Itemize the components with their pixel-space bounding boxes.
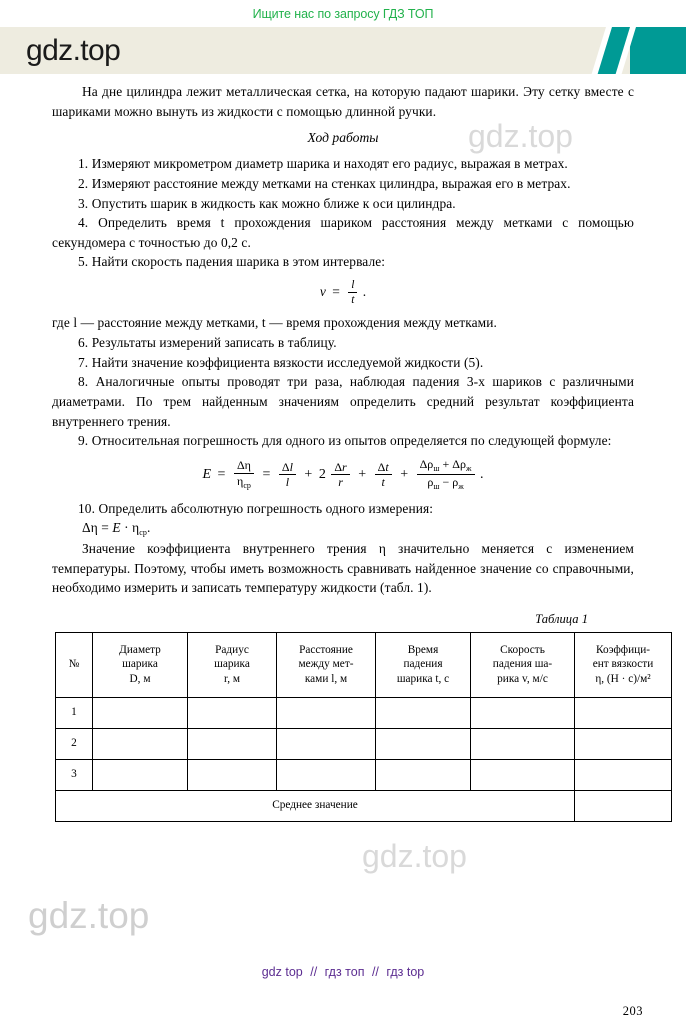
- watermark-table: gdz.top: [362, 838, 467, 874]
- formula-velocity-lhs: v: [319, 283, 326, 299]
- page-number: 203: [622, 1004, 643, 1018]
- cell-diameter[interactable]: [93, 697, 188, 728]
- table-header-viscosity-line-3: η, (Н · с)/м²: [595, 673, 651, 686]
- footer-part-2[interactable]: гдз топ: [324, 965, 365, 979]
- table-row: [56, 759, 672, 790]
- formula-error-equals-1: =: [217, 466, 226, 482]
- formula-error-plus-3: +: [400, 466, 409, 482]
- table-header-time-line-3: шарика t, с: [396, 673, 450, 686]
- table-header-distance: [277, 632, 376, 697]
- footer-separator-1: //: [310, 965, 318, 979]
- cell-distance[interactable]: [277, 728, 376, 759]
- formula-velocity-numerator: l: [348, 279, 357, 293]
- step-10: 10. Определить абсолютную погрешность одного измерения:: [78, 500, 434, 516]
- table-header-diameter: [93, 632, 188, 697]
- step-9: 9. Относительная погрешность для одного из опытов определяется по следующей формуле:: [78, 433, 612, 449]
- formula-error-frac-rho: [417, 458, 475, 492]
- formula-velocity-equals: =: [332, 283, 340, 299]
- cell-radius[interactable]: [188, 759, 277, 790]
- formula-error-coefficient-2: 2: [318, 466, 326, 482]
- paragraph-closing: Значение коэффициента внутреннего трения η значительно меняется с изменением температуры. Поэтому, чтобы иметь возможность сравнивать найденное значение со справочными, необходимо измерить и записать температуру жидкости (табл. 1).: [52, 541, 634, 596]
- text-column: [52, 82, 654, 822]
- brand-logo[interactable]: gdz.top: [26, 33, 121, 67]
- table-header-distance-line-1: Расстояние: [299, 643, 353, 656]
- table-header-number: [56, 632, 93, 697]
- table-header-time: [376, 632, 471, 697]
- cell-radius[interactable]: [188, 697, 277, 728]
- table-row: [56, 697, 672, 728]
- table-head: [56, 632, 672, 697]
- table-header-diameter-line-2: шарика: [122, 658, 158, 671]
- table-header-distance-line-3: ками l, м: [304, 673, 348, 686]
- banner-teal-shape: [630, 27, 686, 74]
- average-value-cell[interactable]: [575, 790, 672, 821]
- table-header-diameter-line-3: D, м: [129, 673, 151, 686]
- cell-time[interactable]: [376, 759, 471, 790]
- formula-absolute-error: $\Delta\eta = E \cdot \eta_{ср}$.: [82, 520, 151, 538]
- promo-strip: [0, 0, 686, 27]
- promo-text: Ищите нас по запросу ГДЗ ТОП: [252, 6, 434, 21]
- measurements-table: [55, 632, 672, 822]
- step-3: 3. Опустить шарик в жидкость как можно ближе к оси цилиндра.: [78, 195, 456, 211]
- table-header-velocity-line-2: падения ша-: [492, 658, 553, 671]
- formula-error-frac-t: [375, 461, 392, 489]
- cell-velocity[interactable]: [471, 697, 575, 728]
- step-1: 1. Измеряют микрометром диаметр шарика и находят его радиус, выражая в метрах.: [78, 156, 568, 172]
- formula-error-frac-eta-num: Δη: [234, 459, 254, 474]
- formula-error-plus-1: +: [304, 466, 313, 482]
- table-header-time-line-1: Время: [407, 643, 439, 656]
- formula-velocity-denominator: t: [351, 294, 355, 307]
- table-header-radius-line-3: r, м: [223, 673, 241, 686]
- formula-error-frac-r-num: Δr: [331, 461, 349, 476]
- formula-error-lhs: E: [202, 466, 212, 482]
- step-5: 5. Найти скорость падения шарика в этом интервале:: [78, 254, 386, 270]
- formula-error-frac-eta-den: $\eta_{ср}$: [237, 473, 251, 490]
- formula-error-frac-l: [279, 461, 296, 489]
- cell-viscosity[interactable]: [575, 728, 672, 759]
- step-6: 6. Результаты измерений записать в таблицу.: [78, 335, 337, 350]
- cell-distance[interactable]: [277, 697, 376, 728]
- cell-viscosity[interactable]: [575, 759, 672, 790]
- step-7: 7. Найти значение коэффициента вязкости исследуемой жидкости (5).: [78, 354, 484, 370]
- formula-error-frac-l-den: l: [285, 475, 290, 490]
- table-header-time-line-2: падения: [403, 658, 443, 671]
- paragraph-intro: На дне цилиндра лежит металлическая сетка, на которую падают шарики. Эту сетку вместе с шариками можно вынуть из жидкости с помощью длинной ручки.: [52, 84, 634, 119]
- cell-time[interactable]: [376, 728, 471, 759]
- cell-viscosity[interactable]: [575, 697, 672, 728]
- table-row: [56, 728, 672, 759]
- cell-velocity[interactable]: [471, 759, 575, 790]
- footer-part-1[interactable]: gdz top: [261, 965, 303, 979]
- table-header-radius-line-2: шарика: [214, 658, 250, 671]
- paragraph-where: где l — расстояние между метками, t — время прохождения между метками.: [52, 315, 497, 331]
- average-label: Среднее значение: [56, 790, 575, 821]
- footer-separator-2: //: [371, 965, 379, 979]
- step-4: 4. Определить время t прохождения шариком расстояния между метками с помощью секундомера с точностью до 0,2 с.: [52, 215, 634, 250]
- formula-error-frac-r-den: r: [338, 475, 343, 490]
- formula-error-frac-t-num: Δt: [375, 461, 392, 476]
- table-header-velocity: [471, 632, 575, 697]
- formula-error-plus-2: +: [358, 466, 367, 482]
- table-body: [56, 697, 672, 821]
- table-header-viscosity-line-2: ент вязкости: [592, 658, 654, 671]
- formula-error-frac-rho-den: $\rho_ш - \rho_ж$: [427, 475, 464, 492]
- cell-radius[interactable]: [188, 728, 277, 759]
- row-number-cell: 3: [56, 759, 93, 790]
- footer-part-3[interactable]: гдз top: [386, 965, 425, 979]
- table-caption: Таблица 1: [535, 611, 588, 626]
- formula-velocity-fraction: [348, 279, 357, 306]
- formula-error-period: .: [480, 466, 484, 482]
- watermark-bottom-left: gdz.top: [28, 895, 150, 936]
- table-header-distance-line-2: между мет-: [298, 658, 354, 671]
- cell-velocity[interactable]: [471, 728, 575, 759]
- table-header-diameter-line-1: Диаметр: [119, 643, 161, 656]
- step-8: 8. Аналогичные опыты проводят три раза, наблюдая падения 3-х шариков с различными диаметрами. По трем найденным значениям определить средний результат коэффициента внутреннего трения.: [52, 374, 634, 429]
- row-number-cell: 2: [56, 728, 93, 759]
- table-header-radius-line-1: Радиус: [215, 643, 249, 656]
- table-header-velocity-line-3: рика v, м/с: [497, 673, 548, 686]
- formula-error-frac-rho-num: $\Delta\rho_ш + \Delta\rho_ж$: [417, 458, 475, 475]
- table-header-viscosity-line-1: Коэффици-: [595, 643, 650, 656]
- cell-diameter[interactable]: [93, 728, 188, 759]
- table-header-velocity-line-1: Скорость: [500, 643, 545, 656]
- formula-error-frac-eta: [234, 459, 254, 490]
- cell-distance[interactable]: [277, 759, 376, 790]
- site-footer: [0, 965, 686, 979]
- formula-velocity-period: .: [362, 283, 367, 299]
- formula-error-equals-2: =: [262, 466, 271, 482]
- step-2: 2. Измеряют расстояние между метками на стенках цилиндра, выражая его в метрах.: [78, 175, 571, 191]
- row-number-cell: 1: [56, 697, 93, 728]
- brand-banner: [0, 27, 686, 74]
- formula-error-frac-l-num: Δl: [279, 461, 296, 476]
- table-header-number-line-1: №: [68, 658, 80, 671]
- table-average-row: [56, 790, 672, 821]
- section-heading-hod-raboty: Ход работы: [307, 130, 379, 146]
- formula-relative-error: [52, 458, 634, 492]
- cell-diameter[interactable]: [93, 759, 188, 790]
- formula-error-frac-r: [331, 461, 349, 489]
- formula-velocity: [52, 279, 634, 306]
- table-header-row: [56, 632, 672, 697]
- cell-time[interactable]: [376, 697, 471, 728]
- formula-error-frac-t-den: t: [381, 475, 385, 490]
- table-header-radius: [188, 632, 277, 697]
- watermark-top-right: gdz.top: [468, 118, 573, 154]
- table-header-viscosity: [575, 632, 672, 697]
